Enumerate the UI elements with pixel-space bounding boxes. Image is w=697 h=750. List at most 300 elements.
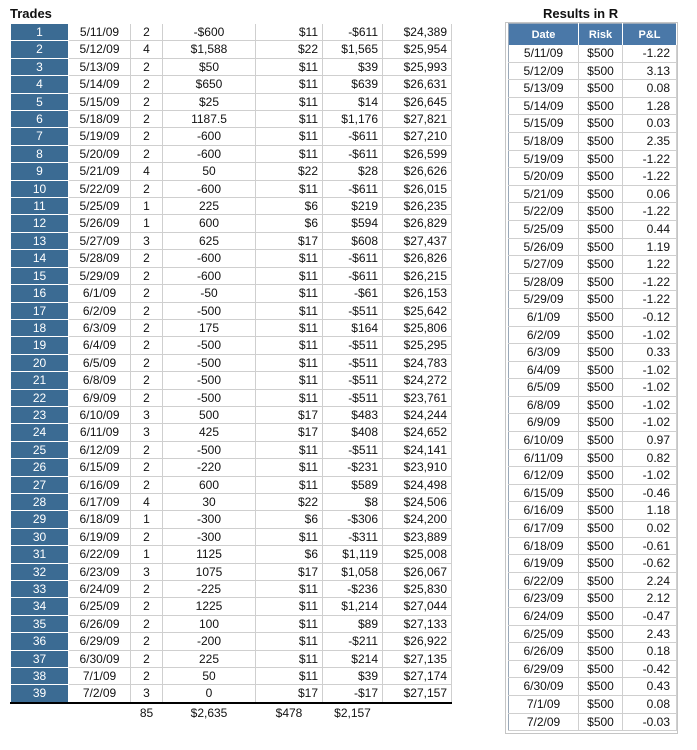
trade-row <box>11 215 452 232</box>
trade-number: 32 <box>11 563 69 580</box>
trade-gross: -225 <box>163 581 256 598</box>
trade-net: $219 <box>323 198 383 215</box>
trade-gross: 1125 <box>163 546 256 563</box>
result-pnl: -0.61 <box>623 537 677 555</box>
result-risk: $500 <box>579 625 623 643</box>
trade-equity: $27,821 <box>383 111 452 128</box>
trade-commission: $11 <box>256 476 323 493</box>
result-risk: $500 <box>579 379 623 397</box>
trade-equity: $27,174 <box>383 668 452 685</box>
trade-row <box>11 546 452 563</box>
trade-net: $639 <box>323 76 383 93</box>
trade-net: $28 <box>323 163 383 180</box>
trade-date: 5/26/09 <box>69 215 131 232</box>
result-row <box>509 80 677 98</box>
trade-contracts: 2 <box>131 581 163 598</box>
trade-commission: $11 <box>256 24 323 41</box>
total-trade-contracts: 85 <box>131 703 163 722</box>
trade-commission: $11 <box>256 354 323 371</box>
result-date: 5/26/09 <box>509 238 579 256</box>
trade-net: $589 <box>323 476 383 493</box>
trade-commission: $11 <box>256 389 323 406</box>
trade-gross: -50 <box>163 285 256 302</box>
trade-date: 6/22/09 <box>69 546 131 563</box>
trade-date: 6/2/09 <box>69 302 131 319</box>
result-date: 6/4/09 <box>509 361 579 379</box>
trade-number: 22 <box>11 389 69 406</box>
trade-gross: -500 <box>163 337 256 354</box>
trade-gross: 500 <box>163 406 256 423</box>
result-risk: $500 <box>579 80 623 98</box>
trade-date: 5/27/09 <box>69 232 131 249</box>
trade-number: 11 <box>11 198 69 215</box>
result-date: 6/29/09 <box>509 660 579 678</box>
result-date: 5/18/09 <box>509 132 579 150</box>
trade-contracts: 2 <box>131 180 163 197</box>
result-row <box>509 555 677 573</box>
result-risk: $500 <box>579 203 623 221</box>
trade-number: 7 <box>11 128 69 145</box>
result-date: 5/13/09 <box>509 80 579 98</box>
trade-commission: $11 <box>256 302 323 319</box>
trade-commission: $22 <box>256 163 323 180</box>
trade-gross: 600 <box>163 476 256 493</box>
trade-gross: $1,588 <box>163 41 256 58</box>
result-row <box>509 185 677 203</box>
trade-net: -$611 <box>323 267 383 284</box>
trade-date: 6/16/09 <box>69 476 131 493</box>
trade-contracts: 2 <box>131 633 163 650</box>
result-row <box>509 520 677 538</box>
trade-net: -$611 <box>323 250 383 267</box>
trade-row <box>11 285 452 302</box>
result-row <box>509 326 677 344</box>
result-date: 7/1/09 <box>509 695 579 713</box>
trade-contracts: 1 <box>131 198 163 215</box>
result-risk: $500 <box>579 115 623 133</box>
trade-net: $608 <box>323 232 383 249</box>
total-trade-number <box>11 703 69 722</box>
trade-date: 5/28/09 <box>69 250 131 267</box>
result-row <box>509 432 677 450</box>
result-risk: $500 <box>579 168 623 186</box>
trade-row <box>11 528 452 545</box>
result-row <box>509 379 677 397</box>
trade-commission: $11 <box>256 372 323 389</box>
trade-equity: $24,652 <box>383 424 452 441</box>
trade-commission: $22 <box>256 41 323 58</box>
trade-row <box>11 58 452 75</box>
result-row <box>509 168 677 186</box>
trade-equity: $25,806 <box>383 319 452 336</box>
result-pnl: 0.06 <box>623 185 677 203</box>
trade-row <box>11 563 452 580</box>
trade-date: 5/20/09 <box>69 145 131 162</box>
trade-equity: $25,993 <box>383 58 452 75</box>
result-date: 6/25/09 <box>509 625 579 643</box>
trade-number: 21 <box>11 372 69 389</box>
trade-contracts: 2 <box>131 128 163 145</box>
trade-contracts: 2 <box>131 302 163 319</box>
trade-row <box>11 111 452 128</box>
result-row <box>509 484 677 502</box>
result-date: 6/22/09 <box>509 572 579 590</box>
result-row <box>509 660 677 678</box>
result-risk: $500 <box>579 150 623 168</box>
result-row <box>509 678 677 696</box>
result-pnl: 1.19 <box>623 238 677 256</box>
trade-number: 27 <box>11 476 69 493</box>
trade-net: -$311 <box>323 528 383 545</box>
result-pnl: -1.02 <box>623 326 677 344</box>
trade-gross: -600 <box>163 128 256 145</box>
result-pnl: -0.12 <box>623 308 677 326</box>
trade-number: 34 <box>11 598 69 615</box>
trade-row <box>11 267 452 284</box>
trade-commission: $11 <box>256 58 323 75</box>
trade-net: -$511 <box>323 441 383 458</box>
result-pnl: 2.12 <box>623 590 677 608</box>
trade-contracts: 2 <box>131 441 163 458</box>
trade-gross: 600 <box>163 215 256 232</box>
trade-number: 1 <box>11 24 69 41</box>
trade-date: 6/24/09 <box>69 581 131 598</box>
trade-gross: 50 <box>163 163 256 180</box>
result-pnl: 0.82 <box>623 449 677 467</box>
result-pnl: 0.43 <box>623 678 677 696</box>
result-risk: $500 <box>579 132 623 150</box>
trade-row <box>11 476 452 493</box>
trade-contracts: 2 <box>131 337 163 354</box>
result-date: 5/27/09 <box>509 256 579 274</box>
result-pnl: -1.02 <box>623 396 677 414</box>
trade-date: 6/9/09 <box>69 389 131 406</box>
result-date: 5/20/09 <box>509 168 579 186</box>
trade-gross: 225 <box>163 198 256 215</box>
trade-contracts: 2 <box>131 58 163 75</box>
trades-title: Trades <box>10 6 52 21</box>
result-risk: $500 <box>579 484 623 502</box>
result-pnl: -1.02 <box>623 361 677 379</box>
trade-row <box>11 685 452 703</box>
result-row <box>509 608 677 626</box>
result-pnl: 1.18 <box>623 502 677 520</box>
result-risk: $500 <box>579 432 623 450</box>
trade-commission: $11 <box>256 615 323 632</box>
trade-gross: -$600 <box>163 24 256 41</box>
trade-row <box>11 372 452 389</box>
trade-equity: $25,954 <box>383 41 452 58</box>
trade-net: -$611 <box>323 24 383 41</box>
trade-row <box>11 319 452 336</box>
trade-gross: -500 <box>163 441 256 458</box>
result-pnl: -0.62 <box>623 555 677 573</box>
trade-net: $1,058 <box>323 563 383 580</box>
result-risk: $500 <box>579 308 623 326</box>
trade-row <box>11 389 452 406</box>
result-pnl: 0.02 <box>623 520 677 538</box>
trade-date: 5/19/09 <box>69 128 131 145</box>
trade-gross: 0 <box>163 685 256 703</box>
trade-equity: $24,200 <box>383 511 452 528</box>
trade-row <box>11 493 452 510</box>
trade-gross: -300 <box>163 528 256 545</box>
trade-number: 9 <box>11 163 69 180</box>
trade-contracts: 4 <box>131 41 163 58</box>
trade-row <box>11 511 452 528</box>
header-risk: Risk <box>579 24 623 46</box>
result-date: 6/12/09 <box>509 467 579 485</box>
trade-gross: -500 <box>163 389 256 406</box>
trade-gross: -600 <box>163 267 256 284</box>
result-row <box>509 97 677 115</box>
trade-number: 5 <box>11 93 69 110</box>
trade-commission: $11 <box>256 581 323 598</box>
trade-net: -$236 <box>323 581 383 598</box>
trade-gross: 1075 <box>163 563 256 580</box>
trade-contracts: 2 <box>131 76 163 93</box>
trade-commission: $6 <box>256 215 323 232</box>
trade-gross: 175 <box>163 319 256 336</box>
trade-row <box>11 198 452 215</box>
result-pnl: 3.13 <box>623 62 677 80</box>
result-row <box>509 537 677 555</box>
trade-commission: $11 <box>256 441 323 458</box>
trade-net: -$611 <box>323 145 383 162</box>
trade-equity: $26,015 <box>383 180 452 197</box>
result-row <box>509 238 677 256</box>
trade-equity: $25,295 <box>383 337 452 354</box>
trade-net: $483 <box>323 406 383 423</box>
result-pnl: 0.08 <box>623 80 677 98</box>
result-pnl: 0.08 <box>623 695 677 713</box>
result-row <box>509 713 677 731</box>
trade-number: 23 <box>11 406 69 423</box>
trade-contracts: 2 <box>131 476 163 493</box>
trade-gross: -600 <box>163 180 256 197</box>
trade-equity: $25,642 <box>383 302 452 319</box>
trade-date: 6/5/09 <box>69 354 131 371</box>
trade-equity: $23,761 <box>383 389 452 406</box>
trade-net: $1,176 <box>323 111 383 128</box>
trade-date: 6/3/09 <box>69 319 131 336</box>
trade-row <box>11 598 452 615</box>
trade-contracts: 2 <box>131 389 163 406</box>
result-pnl: -1.22 <box>623 150 677 168</box>
result-risk: $500 <box>579 537 623 555</box>
result-date: 6/24/09 <box>509 608 579 626</box>
result-risk: $500 <box>579 62 623 80</box>
trade-row <box>11 633 452 650</box>
trade-equity: $23,889 <box>383 528 452 545</box>
trade-commission: $17 <box>256 424 323 441</box>
trade-number: 30 <box>11 528 69 545</box>
trade-gross: $650 <box>163 76 256 93</box>
result-risk: $500 <box>579 572 623 590</box>
result-pnl: -1.22 <box>623 273 677 291</box>
trade-net: -$511 <box>323 337 383 354</box>
trade-row <box>11 441 452 458</box>
trade-date: 6/1/09 <box>69 285 131 302</box>
trade-commission: $11 <box>256 319 323 336</box>
result-date: 5/12/09 <box>509 62 579 80</box>
result-date: 6/1/09 <box>509 308 579 326</box>
total-trade-commission: $478 <box>256 703 323 722</box>
trade-commission: $22 <box>256 493 323 510</box>
trade-commission: $11 <box>256 145 323 162</box>
trade-number: 36 <box>11 633 69 650</box>
trade-net: $1,214 <box>323 598 383 615</box>
trade-number: 3 <box>11 58 69 75</box>
trade-net: -$511 <box>323 354 383 371</box>
trade-number: 35 <box>11 615 69 632</box>
trade-equity: $26,067 <box>383 563 452 580</box>
result-date: 5/15/09 <box>509 115 579 133</box>
trade-date: 5/15/09 <box>69 93 131 110</box>
trade-commission: $11 <box>256 128 323 145</box>
trade-equity: $27,135 <box>383 650 452 667</box>
trade-commission: $11 <box>256 76 323 93</box>
trade-equity: $27,133 <box>383 615 452 632</box>
trade-commission: $6 <box>256 198 323 215</box>
trade-date: 5/11/09 <box>69 24 131 41</box>
trade-date: 6/12/09 <box>69 441 131 458</box>
results-title: Results in R <box>543 6 619 21</box>
trade-equity: $27,157 <box>383 685 452 703</box>
trade-equity: $25,830 <box>383 581 452 598</box>
result-date: 6/26/09 <box>509 643 579 661</box>
trade-commission: $11 <box>256 111 323 128</box>
trade-number: 24 <box>11 424 69 441</box>
result-risk: $500 <box>579 643 623 661</box>
result-date: 6/10/09 <box>509 432 579 450</box>
trade-commission: $11 <box>256 250 323 267</box>
trade-gross: 100 <box>163 615 256 632</box>
trade-net: -$611 <box>323 180 383 197</box>
result-pnl: 2.24 <box>623 572 677 590</box>
trade-commission: $17 <box>256 563 323 580</box>
result-risk: $500 <box>579 449 623 467</box>
result-date: 5/29/09 <box>509 291 579 309</box>
trade-equity: $24,272 <box>383 372 452 389</box>
result-pnl: 0.44 <box>623 220 677 238</box>
trade-number: 8 <box>11 145 69 162</box>
trade-equity: $26,826 <box>383 250 452 267</box>
trade-contracts: 2 <box>131 285 163 302</box>
trade-row <box>11 337 452 354</box>
trade-date: 6/4/09 <box>69 337 131 354</box>
result-risk: $500 <box>579 467 623 485</box>
result-risk: $500 <box>579 608 623 626</box>
trade-date: 7/1/09 <box>69 668 131 685</box>
trade-gross: -300 <box>163 511 256 528</box>
trade-row <box>11 145 452 162</box>
trade-commission: $17 <box>256 406 323 423</box>
trade-net: -$306 <box>323 511 383 528</box>
trade-date: 5/12/09 <box>69 41 131 58</box>
trade-number: 2 <box>11 41 69 58</box>
result-date: 6/30/09 <box>509 678 579 696</box>
result-pnl: -0.46 <box>623 484 677 502</box>
trade-contracts: 2 <box>131 459 163 476</box>
result-row <box>509 220 677 238</box>
trade-row <box>11 128 452 145</box>
result-row <box>509 502 677 520</box>
totals-row <box>11 703 452 722</box>
trade-contracts: 1 <box>131 511 163 528</box>
trade-contracts: 1 <box>131 546 163 563</box>
header-date: Date <box>509 24 579 46</box>
trade-date: 6/29/09 <box>69 633 131 650</box>
trade-contracts: 2 <box>131 372 163 389</box>
result-pnl: 2.35 <box>623 132 677 150</box>
trade-net: -$211 <box>323 633 383 650</box>
trade-net: -$511 <box>323 372 383 389</box>
trade-contracts: 2 <box>131 93 163 110</box>
result-row <box>509 361 677 379</box>
trade-number: 26 <box>11 459 69 476</box>
result-pnl: -1.22 <box>623 168 677 186</box>
trade-contracts: 3 <box>131 563 163 580</box>
trade-equity: $26,599 <box>383 145 452 162</box>
trade-contracts: 2 <box>131 250 163 267</box>
result-pnl: -1.22 <box>623 203 677 221</box>
trade-gross: 625 <box>163 232 256 249</box>
result-pnl: -0.47 <box>623 608 677 626</box>
trade-gross: -220 <box>163 459 256 476</box>
result-risk: $500 <box>579 590 623 608</box>
result-row <box>509 625 677 643</box>
result-date: 6/8/09 <box>509 396 579 414</box>
result-pnl: 0.18 <box>623 643 677 661</box>
trade-gross: -500 <box>163 372 256 389</box>
result-row <box>509 291 677 309</box>
result-row <box>509 414 677 432</box>
result-row <box>509 572 677 590</box>
trade-net: $14 <box>323 93 383 110</box>
result-pnl: -1.02 <box>623 467 677 485</box>
result-risk: $500 <box>579 220 623 238</box>
trade-contracts: 2 <box>131 615 163 632</box>
trade-row <box>11 24 452 41</box>
trade-number: 10 <box>11 180 69 197</box>
trade-commission: $11 <box>256 459 323 476</box>
trade-gross: -600 <box>163 145 256 162</box>
total-trade-gross: $2,635 <box>163 703 256 722</box>
result-row <box>509 643 677 661</box>
result-row <box>509 308 677 326</box>
trade-commission: $11 <box>256 650 323 667</box>
result-row <box>509 203 677 221</box>
trade-equity: $26,922 <box>383 633 452 650</box>
trade-date: 6/15/09 <box>69 459 131 476</box>
trade-contracts: 4 <box>131 493 163 510</box>
trade-commission: $11 <box>256 337 323 354</box>
result-risk: $500 <box>579 326 623 344</box>
result-risk: $500 <box>579 555 623 573</box>
trade-gross: 1225 <box>163 598 256 615</box>
trade-row <box>11 41 452 58</box>
trade-equity: $24,498 <box>383 476 452 493</box>
trade-equity: $24,141 <box>383 441 452 458</box>
trade-row <box>11 180 452 197</box>
results-header-row <box>509 24 677 46</box>
result-row <box>509 62 677 80</box>
result-pnl: 0.03 <box>623 115 677 133</box>
trade-date: 5/25/09 <box>69 198 131 215</box>
result-date: 7/2/09 <box>509 713 579 731</box>
trade-number: 25 <box>11 441 69 458</box>
